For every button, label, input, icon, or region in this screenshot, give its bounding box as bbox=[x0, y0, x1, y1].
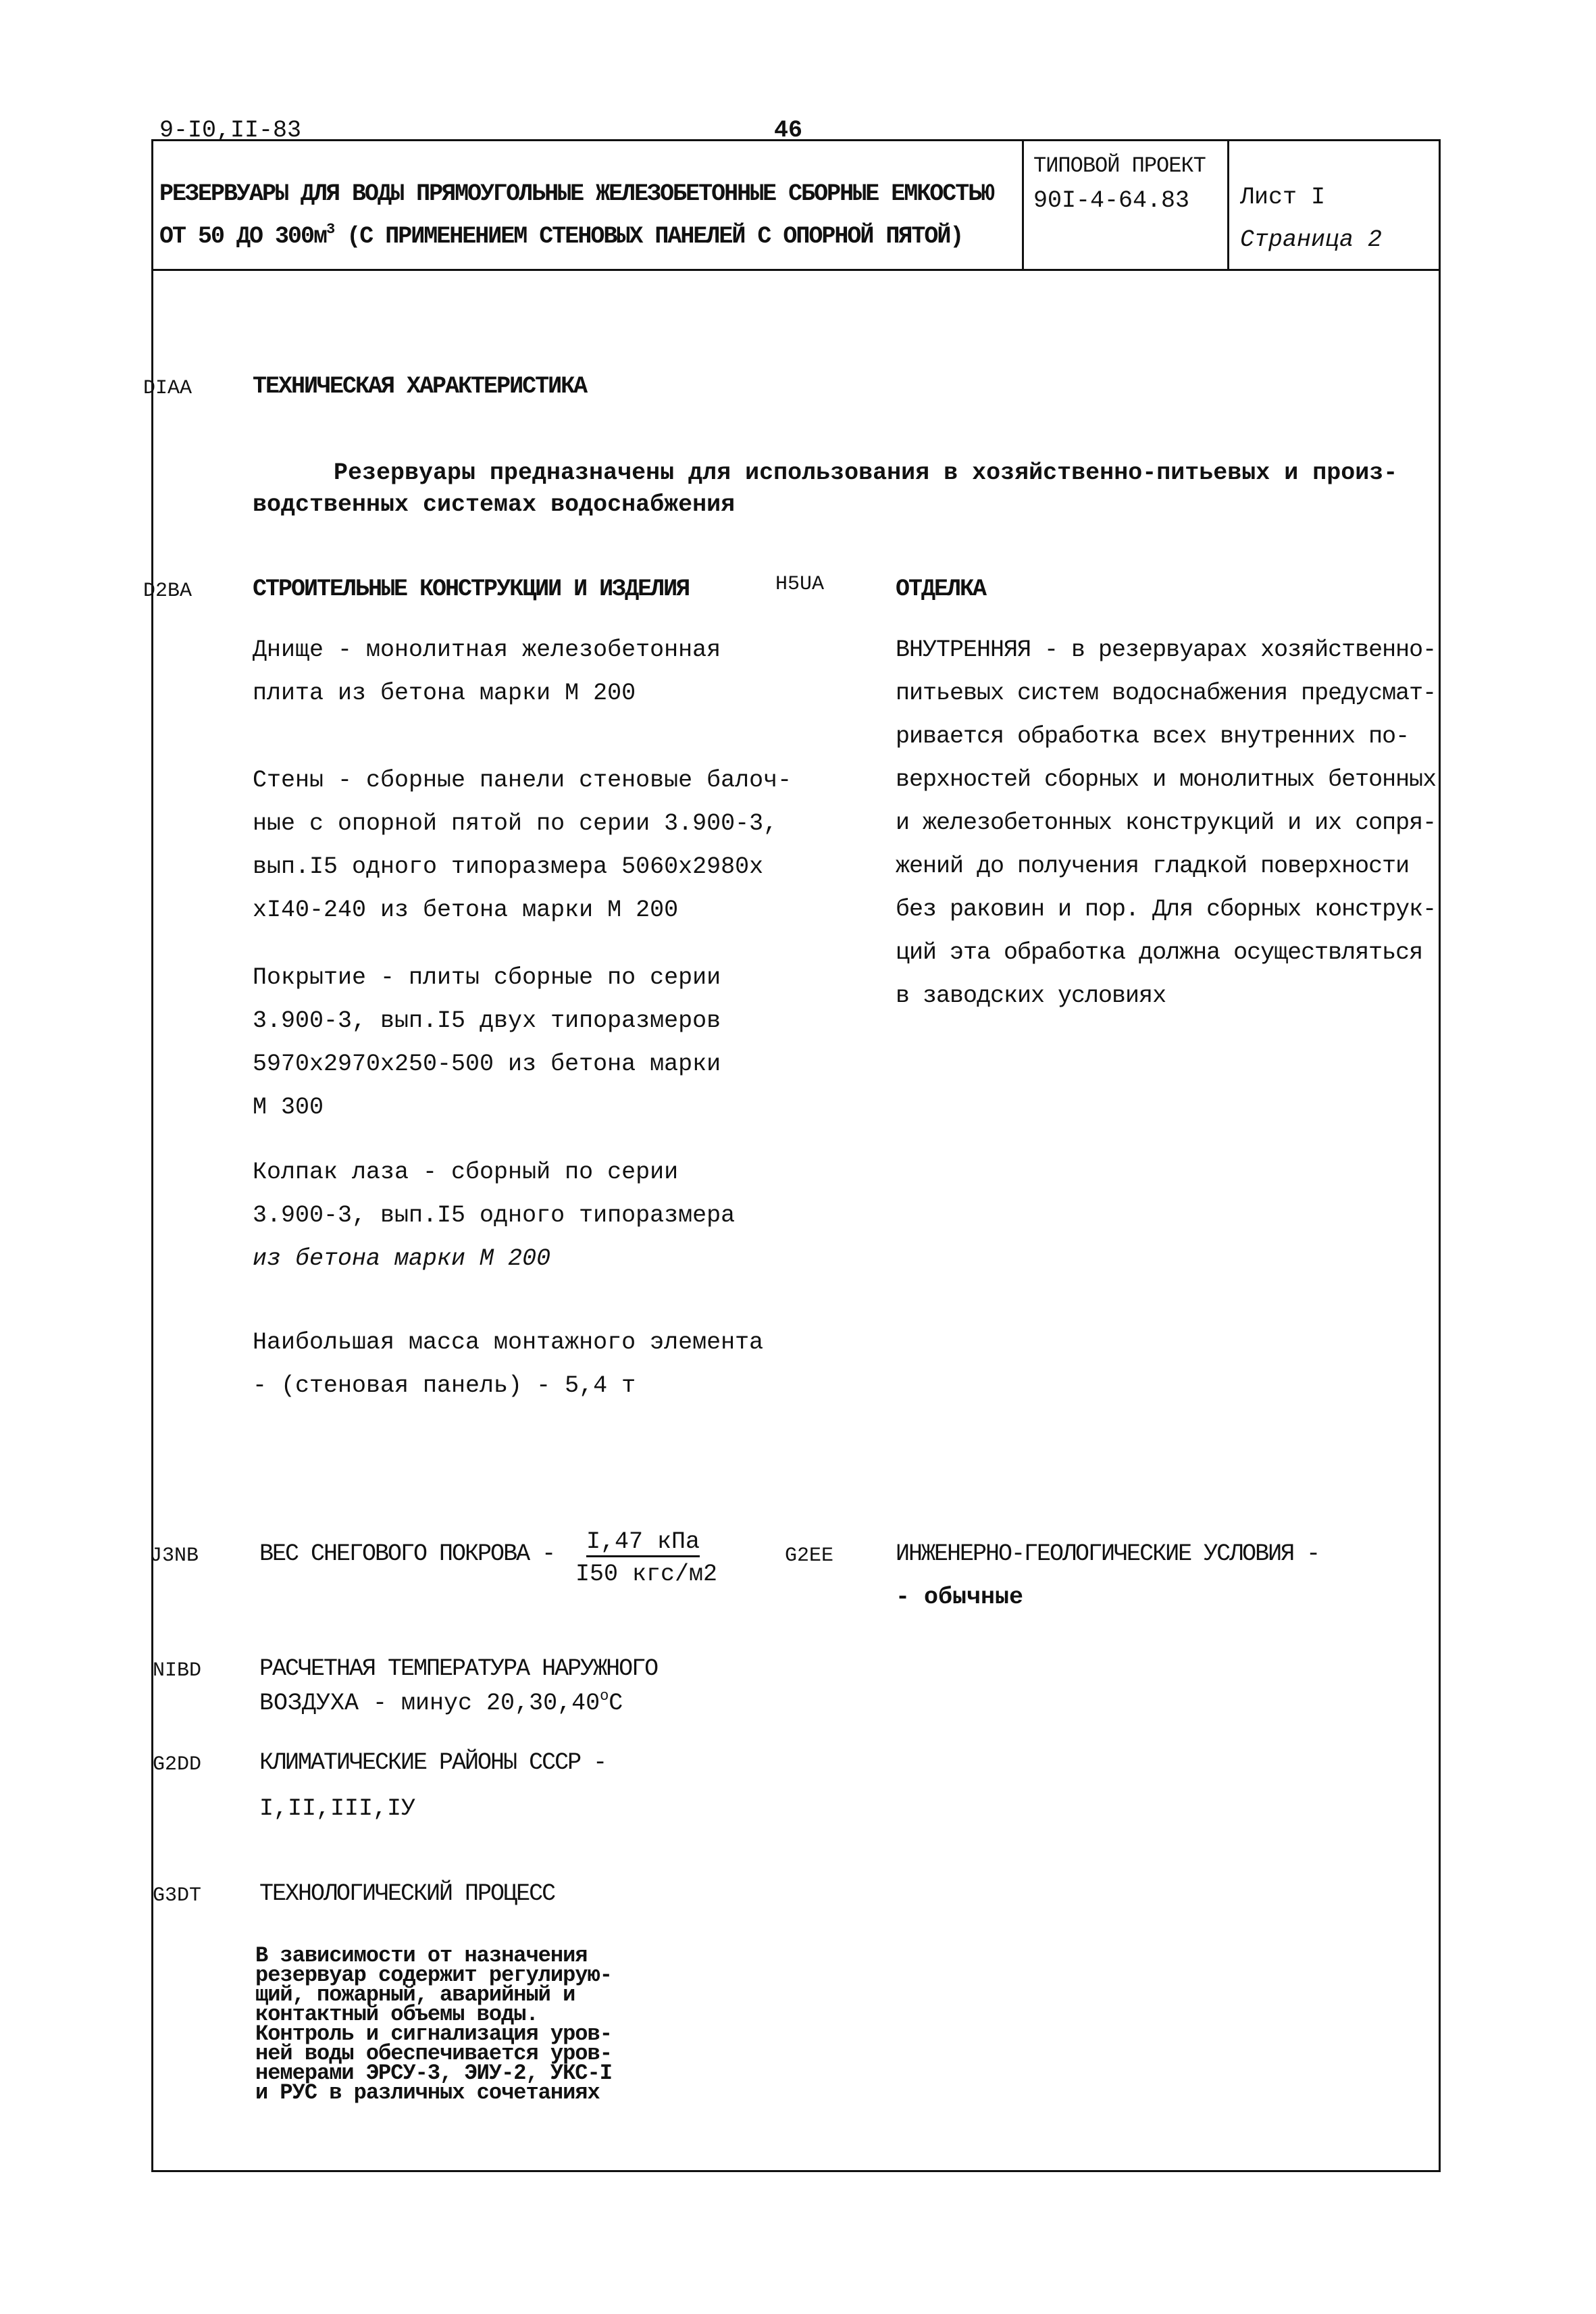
construction-roof-line: Покрытие - плиты сборные по серии bbox=[253, 964, 721, 991]
construction-hatch-line: Колпак лаза - сборный по серии bbox=[253, 1159, 679, 1186]
construction-bottom-line: Днище - монолитная железобетонная bbox=[253, 636, 721, 663]
process-line: резервуар содержит регулирую- bbox=[255, 1963, 612, 1988]
geology-title: ИНЖЕНЕРНО-ГЕОЛОГИЧЕСКИЕ УСЛОВИЯ - bbox=[896, 1540, 1320, 1567]
snow-value-kgf: I50 кгс/м2 bbox=[575, 1561, 718, 1588]
process-line: В зависимости от назначения bbox=[255, 1943, 588, 1968]
process-line: немерами ЭРСУ-3, ЭИУ-2, УКС-I bbox=[255, 2061, 612, 2086]
code-finish: Н5UA bbox=[775, 573, 825, 596]
temperature-line-1: РАСЧЕТНАЯ ТЕМПЕРАТУРА НАРУЖНОГО bbox=[259, 1655, 658, 1682]
code-process: G3DT bbox=[153, 1884, 202, 1907]
page-label: Страница 2 bbox=[1240, 226, 1383, 253]
construction-hatch bbox=[253, 1151, 735, 1280]
process-title: ТЕХНОЛОГИЧЕСКИЙ ПРОЦЕСС bbox=[259, 1880, 555, 1907]
construction-walls-line: Стены - сборные панели стеновые балоч- bbox=[253, 767, 792, 794]
finish-title: ОТДЕЛКА bbox=[896, 576, 986, 603]
construction-roof-line: 3.900-3, вып.I5 двух типоразмеров bbox=[253, 1007, 721, 1034]
page-number: 46 bbox=[774, 117, 803, 144]
title-block-divider bbox=[151, 269, 1441, 271]
finish-line: ВНУТРЕННЯЯ - в резервуарах хозяйственно- bbox=[896, 636, 1437, 663]
sheet-label: Лист I bbox=[1240, 184, 1326, 211]
code-climate: G2DD bbox=[153, 1753, 202, 1776]
construction-hatch-line: 3.900-3, вып.I5 одного типоразмера bbox=[253, 1202, 736, 1229]
process-line: щий, пожарный, аварийный и bbox=[255, 1982, 575, 2007]
code-temperature: NIBD bbox=[153, 1659, 202, 1682]
construction-walls bbox=[253, 759, 792, 932]
code-construction: D2BA bbox=[143, 580, 192, 603]
process-body bbox=[255, 1943, 612, 2105]
process-line: ней воды обеспечивается уров- bbox=[255, 2041, 612, 2066]
construction-mass-line: - (стеновая панель) - 5,4 т bbox=[253, 1372, 636, 1399]
process-line: контактный объемы воды. bbox=[255, 2002, 538, 2027]
finish-line: жений до получения гладкой поверхности bbox=[896, 853, 1410, 880]
finish-line: ций эта обработка должна осуществляться bbox=[896, 939, 1423, 966]
code-geology: G2EE bbox=[785, 1544, 834, 1567]
construction-mass bbox=[253, 1321, 763, 1407]
doc-number: 9-I0,II-83 bbox=[159, 117, 302, 144]
construction-roof-line: М 300 bbox=[253, 1094, 324, 1121]
construction-title: СТРОИТЕЛЬНЫЕ КОНСТРУКЦИИ И ИЗДЕЛИЯ bbox=[253, 576, 690, 603]
process-line: и РУС в различных сочетаниях bbox=[255, 2080, 600, 2105]
code-snow: J3NB bbox=[150, 1544, 199, 1567]
finish-line: ривается обработка всех внутренних по- bbox=[896, 723, 1410, 750]
snow-label: ВЕС СНЕГОВОГО ПОКРОВА - bbox=[259, 1540, 555, 1567]
construction-hatch-line: из бетона марки М 200 bbox=[253, 1245, 551, 1272]
title-block-separator-2 bbox=[1227, 139, 1229, 270]
construction-mass-line: Наибольшая масса монтажного элемента bbox=[253, 1329, 764, 1356]
finish-body bbox=[896, 628, 1436, 1017]
construction-walls-line: ные с опорной пятой по серии 3.900-3, bbox=[253, 810, 778, 837]
construction-bottom-line: плита из бетона марки М 200 bbox=[253, 680, 636, 707]
construction-walls-line: хI40-240 из бетона марки М 200 bbox=[253, 897, 679, 924]
code-tech: DIAA bbox=[143, 377, 192, 400]
finish-line: верхностей сборных и монолитных бетонных bbox=[896, 766, 1437, 793]
tech-line-1: Резервуары предназначены для использования в хозяйственно-питьевых и произ- bbox=[334, 459, 1398, 486]
finish-line: питьевых систем водоснабжения предусмат- bbox=[896, 680, 1437, 707]
climate-title: КЛИМАТИЧЕСКИЕ РАЙОНЫ СССР - bbox=[259, 1749, 607, 1776]
temperature-line-2: ВОЗДУХА - минус $20,30,40^оС$ bbox=[259, 1688, 623, 1717]
finish-line: и железобетонных конструкций и их сопря- bbox=[896, 809, 1437, 836]
snow-value-kpa: I,47 кПа bbox=[586, 1530, 700, 1557]
project-number: 90I-4-64.83 bbox=[1033, 187, 1190, 214]
construction-bottom bbox=[253, 628, 721, 715]
title-block-separator-1 bbox=[1022, 139, 1024, 270]
tech-line-2: водственных системах водоснабжения bbox=[253, 491, 736, 518]
tech-title: ТЕХНИЧЕСКАЯ ХАРАКТЕРИСТИКА bbox=[253, 373, 587, 400]
geology-value: - обычные bbox=[896, 1584, 1024, 1611]
title-line-1: РЕЗЕРВУАРЫ ДЛЯ ВОДЫ ПРЯМОУГОЛЬНЫЕ ЖЕЛЕЗОБЕТОННЫЕ СБОРНЫЕ ЕМКОСТЬЮ bbox=[159, 180, 994, 207]
title-line-2: ОТ 50 ДО $300м^3$ (С ПРИМЕНЕНИЕМ СТЕНОВЫХ ПАНЕЛЕЙ С ОПОРНОЙ ПЯТОЙ) bbox=[159, 221, 963, 250]
finish-line: без раковин и пор. Для сборных конструк- bbox=[896, 896, 1437, 923]
process-line: Контроль и сигнализация уров- bbox=[255, 2021, 612, 2046]
project-label: ТИПОВОЙ ПРОЕКТ bbox=[1033, 153, 1206, 178]
construction-walls-line: вып.I5 одного типоразмера 5060х2980х bbox=[253, 853, 764, 880]
climate-value: I,II,III,IУ bbox=[259, 1795, 416, 1822]
construction-roof-line: 5970х2970х250-500 из бетона марки bbox=[253, 1051, 721, 1078]
finish-line: в заводских условиях bbox=[896, 982, 1166, 1009]
construction-roof bbox=[253, 956, 721, 1129]
